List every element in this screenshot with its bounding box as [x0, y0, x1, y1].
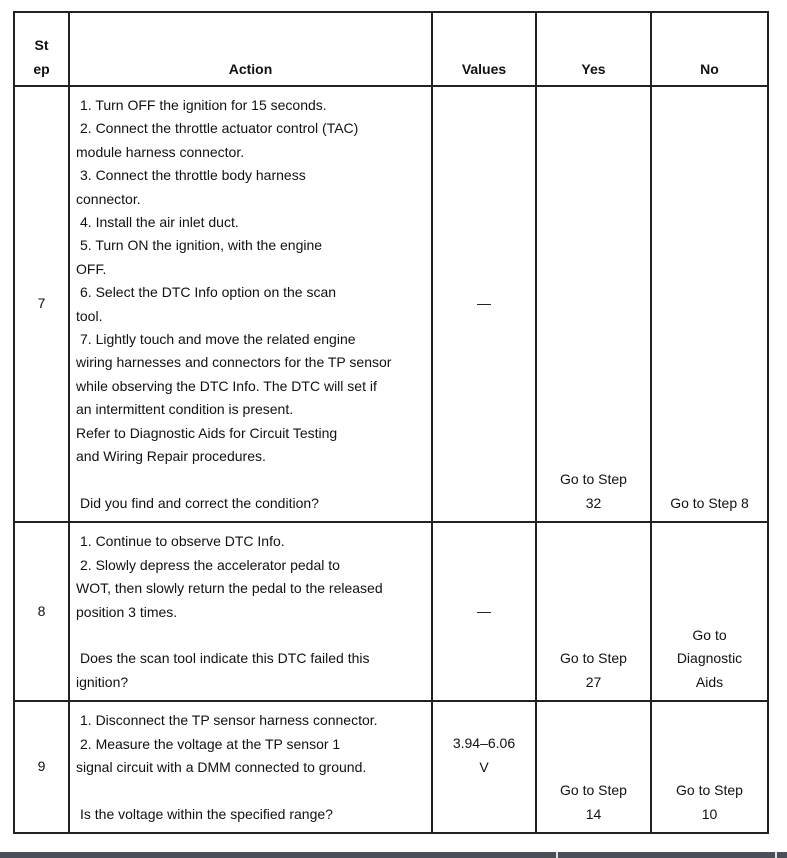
values-header: Values — [432, 12, 536, 86]
yes-line: Go to Step — [560, 471, 627, 488]
bottom-bar-divider — [556, 852, 558, 858]
step-header-line2: ep — [33, 60, 50, 77]
step-header — [14, 12, 69, 86]
no-cell — [651, 701, 768, 833]
action-line: 7. Lightly touch and move the related engine — [80, 331, 356, 348]
action-cell — [69, 522, 432, 701]
values-cell — [432, 701, 536, 833]
action-line: tool. — [76, 307, 103, 324]
action-line: connector. — [76, 190, 141, 207]
action-question-cont: ignition? — [76, 673, 129, 690]
action-line: while observing the DTC Info. The DTC will set if — [76, 377, 377, 394]
yes-cell — [536, 86, 651, 522]
action-line: OFF. — [76, 260, 107, 277]
action-question: Did you find and correct the condition? — [80, 494, 319, 511]
action-line: an intermittent condition is present. — [76, 401, 294, 418]
action-line: 1. Disconnect the TP sensor harness connector. — [80, 712, 378, 729]
yes-cell — [536, 522, 651, 701]
action-question: Does the scan tool indicate this DTC failed this — [80, 650, 370, 667]
yes-line: 27 — [585, 673, 602, 690]
action-line: 2. Slowly depress the accelerator pedal to — [80, 556, 340, 573]
no-line: 10 — [701, 805, 718, 822]
action-line: 2. Connect the throttle actuator control (TAC) — [80, 120, 359, 137]
step-number: 7 — [14, 86, 69, 522]
bottom-bar-divider — [775, 852, 777, 858]
diagnostic-table — [13, 11, 769, 834]
no-header: No — [651, 12, 768, 86]
no-cell — [651, 522, 768, 701]
action-line: signal circuit with a DMM connected to ground. — [76, 758, 367, 775]
no-line: Go to Step 8 — [670, 494, 749, 511]
action-cell — [69, 86, 432, 522]
step-header-line1: St — [34, 37, 49, 54]
action-line: 6. Select the DTC Info option on the scan — [80, 284, 337, 301]
action-line: 2. Measure the voltage at the TP sensor 1 — [80, 735, 341, 752]
bottom-bar — [0, 852, 787, 858]
action-header: Action — [69, 12, 432, 86]
action-line: module harness connector. — [76, 143, 245, 160]
no-cell — [651, 86, 768, 522]
no-line: Go to — [692, 626, 727, 643]
action-line: Refer to Diagnostic Aids for Circuit Testing — [76, 424, 338, 441]
table-row — [14, 86, 768, 522]
step-number: 9 — [14, 701, 69, 833]
action-line: 1. Continue to observe DTC Info. — [80, 533, 285, 550]
step-number: 8 — [14, 522, 69, 701]
no-line: Aids — [695, 673, 724, 690]
values-cell: — — [432, 86, 536, 522]
yes-line: Go to Step — [560, 782, 627, 799]
no-line: Diagnostic — [676, 650, 743, 667]
action-line: and Wiring Repair procedures. — [76, 448, 266, 465]
action-line: 4. Install the air inlet duct. — [80, 214, 239, 231]
table-row — [14, 522, 768, 701]
action-line: 1. Turn OFF the ignition for 15 seconds. — [80, 97, 327, 113]
action-cell — [69, 701, 432, 833]
table-row — [14, 701, 768, 833]
action-line: position 3 times. — [76, 603, 178, 620]
header-row — [14, 12, 768, 86]
action-line: 3. Connect the throttle body harness — [80, 167, 306, 184]
values-line: 3.94–6.06 — [452, 735, 516, 752]
yes-line: 14 — [585, 805, 602, 822]
no-line: Go to Step — [676, 782, 743, 799]
values-cell: — — [432, 522, 536, 701]
action-line: wiring harnesses and connectors for the TP sensor — [76, 354, 392, 371]
action-line: WOT, then slowly return the pedal to the released — [76, 580, 383, 597]
yes-line: 32 — [585, 494, 602, 511]
yes-line: Go to Step — [560, 650, 627, 667]
yes-header: Yes — [536, 12, 651, 86]
yes-cell — [536, 701, 651, 833]
action-question: Is the voltage within the specified range? — [80, 805, 333, 822]
values-line: V — [479, 758, 489, 775]
action-line: 5. Turn ON the ignition, with the engine — [80, 237, 323, 254]
